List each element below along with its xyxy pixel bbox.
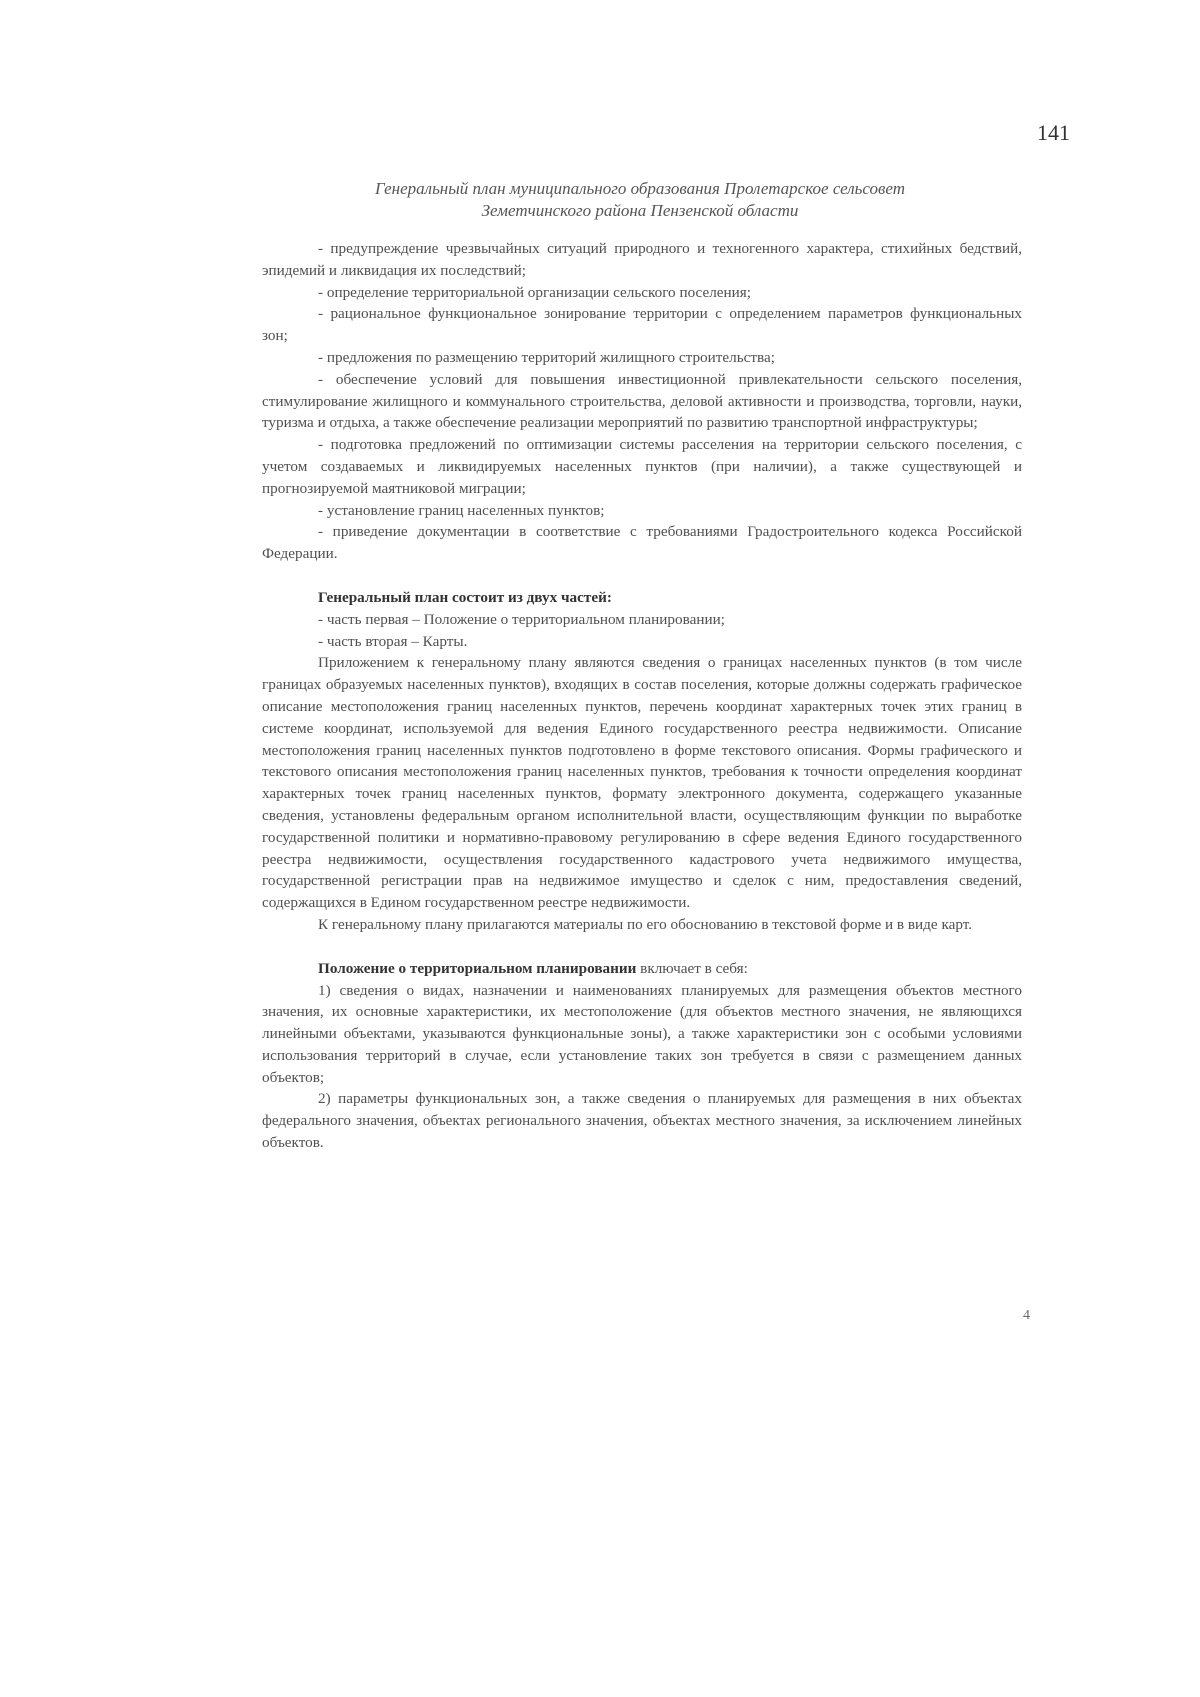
position-heading-tail: включает в себя:	[636, 959, 748, 977]
goal-item: - определение территориальной организации сельского поселения;	[318, 283, 751, 301]
goal-item: - приведение документации в соответствие с требованиями Градостроительного кодекса Российской Федерации.	[262, 523, 1022, 563]
part-item: - часть первая – Положение о территориальном планировании;	[318, 610, 725, 628]
header-line-1: Генеральный план муниципального образования Пролетарское сельсовет	[374, 179, 906, 198]
page-number: 141	[1037, 120, 1070, 145]
appendix-paragraph: Приложением к генеральному плану являются сведения о границах населенных пунктов (в том числе границах образуемых населенных пунктов), входящих в состав поселения, которые должны содержать графическое описание местоположения границ населенных пунктов, перечень координат характерных точек этих границ в системе координат, используемой для ведения Единого государственного реестра недвижимости. Описание местоположения границ населенных пунктов подготовлено в форме текстового описания. Формы графического и текстового описания местоположения границ населенных пунктов, требования к точности определения координат характерных точек границ населенных пунктов, формату электронного документа, содержащего указанные сведения, установлены федеральным органом исполнительной власти, осуществляющим функции по выработке государственной политики и нормативно-правовому регулированию в сфере ведения Единого государственного реестра недвижимости, осуществления государственного кадастрового учета недвижимого имущества, государственной регистрации прав на недвижимое имущество и сделок с ним, предоставления сведений, содержащихся в Едином государственном реестре недвижимости.	[262, 654, 1022, 912]
goal-item: - предложения по размещению территорий жилищного строительства;	[318, 348, 775, 366]
document-header	[260, 178, 1020, 222]
goal-item: - обеспечение условий для повышения инвестиционной привлекательности сельского поселения, стимулирование жилищного и коммунального строительства, деловой активности и производства, торговли, науки, туризма и отдыха, а также обеспечение реализации мероприятий по развитию транспортной инфраструктуры;	[262, 370, 1022, 432]
goal-item: - подготовка предложений по оптимизации системы расселения на территории сельского поселения, с учетом создаваемых и ликвидируемых населенных пунктов (при наличии), а также существующей и прогнозируемой маятниковой миграции;	[262, 436, 1022, 497]
parts-heading: Генеральный план состоит из двух частей:	[318, 588, 612, 606]
goal-item: - предупреждение чрезвычайных ситуаций природного и техногенного характера, стихийных бедствий, эпидемий и ликвидация их последствий;	[262, 240, 1022, 279]
footer-page-number: 4	[1023, 1308, 1030, 1323]
materials-paragraph: К генеральному плану прилагаются материалы по его обоснованию в текстовой форме и в виде карт.	[318, 915, 973, 933]
header-line-2: Земетчинского района Пензенской области	[481, 201, 799, 220]
position-item: 1) сведения о видах, назначении и наименованиях планируемых для размещения объектов местного значения, их основные характеристики, их местоположение (для объектов местного значения, не являющихся линейными объектами, указываются функциональные зоны), а также характеристики зон с особыми условиями использования территорий в случае, если установление таких зон требуется в связи с размещением данных объектов;	[262, 981, 1022, 1086]
goal-item: - рациональное функциональное зонирование территории с определением параметров функциональных зон;	[262, 305, 1022, 345]
position-heading	[262, 958, 1022, 980]
goal-item: - установление границ населенных пунктов;	[318, 501, 605, 519]
part-item: - часть вторая – Карты.	[318, 632, 468, 650]
position-heading-bold: Положение о территориальном планировании	[318, 959, 637, 977]
position-item: 2) параметры функциональных зон, а также сведения о планируемых для размещения в них объектах федерального значения, объектах регионального значения, объектах местного значения, за исключением линейных объектов.	[262, 1090, 1022, 1152]
document-body	[262, 238, 1022, 1154]
